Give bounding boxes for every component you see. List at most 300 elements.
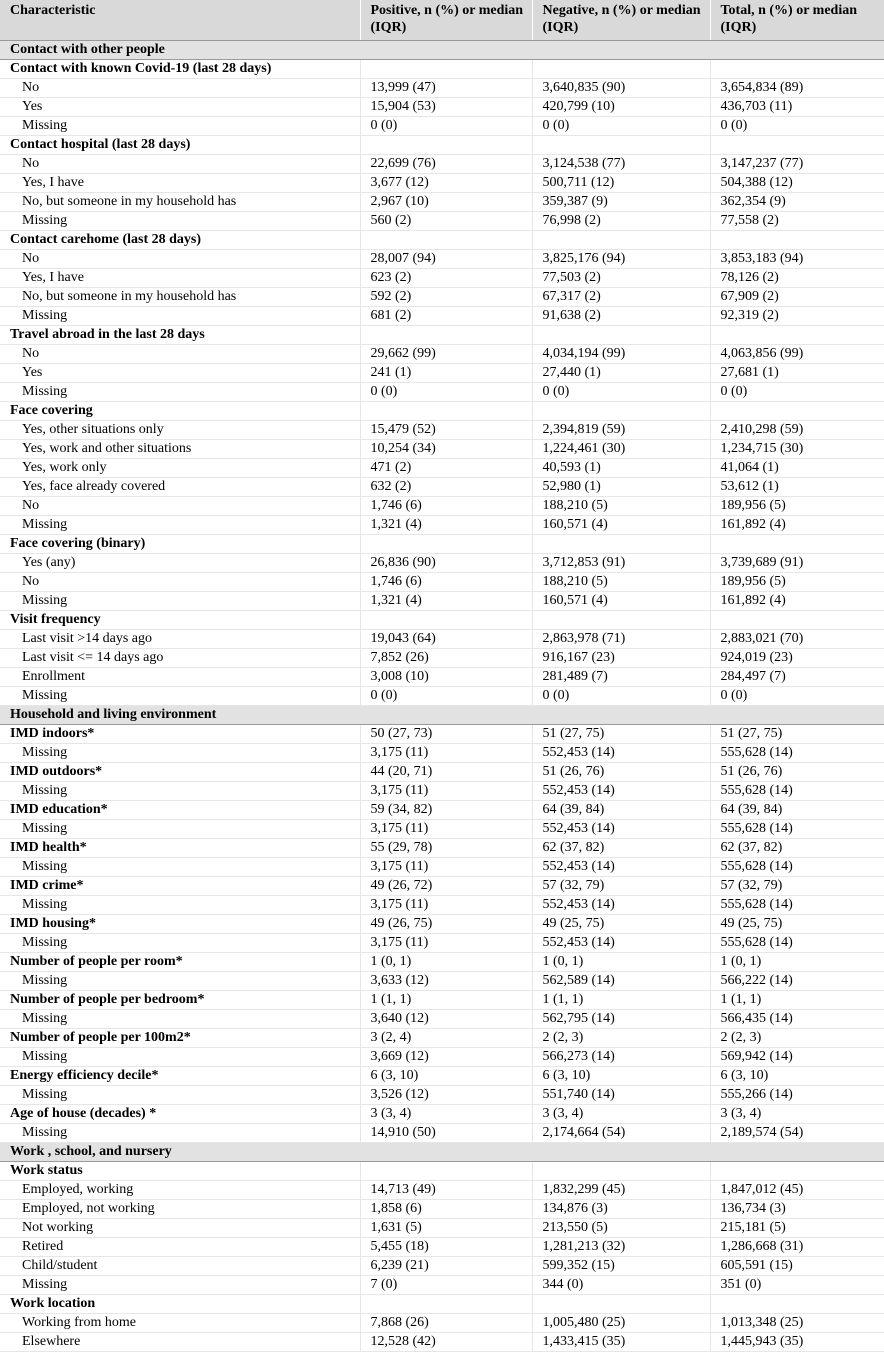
characteristic-cell: Elsewhere — [0, 1333, 360, 1352]
positive-cell: 3,175 (11) — [360, 896, 532, 915]
negative-cell: 40,593 (1) — [532, 459, 710, 478]
positive-cell — [360, 611, 532, 630]
characteristic-cell: No — [0, 497, 360, 516]
characteristic-cell: Missing — [0, 687, 360, 706]
table-row — [0, 687, 884, 706]
table-row — [0, 288, 884, 307]
negative-cell: 51 (26, 76) — [532, 763, 710, 782]
negative-cell — [532, 402, 710, 421]
characteristic-cell: Yes — [0, 364, 360, 383]
negative-cell: 500,711 (12) — [532, 174, 710, 193]
total-cell: 1,445,943 (35) — [710, 1333, 884, 1352]
positive-cell: 15,479 (52) — [360, 421, 532, 440]
table-row — [0, 117, 884, 136]
total-cell: 555,628 (14) — [710, 744, 884, 763]
positive-cell: 3,526 (12) — [360, 1086, 532, 1105]
table-row — [0, 155, 884, 174]
negative-cell: 188,210 (5) — [532, 573, 710, 592]
table-row — [0, 345, 884, 364]
positive-cell: 0 (0) — [360, 687, 532, 706]
total-cell: 1,847,012 (45) — [710, 1181, 884, 1200]
total-cell: 51 (26, 76) — [710, 763, 884, 782]
negative-cell: 1,281,213 (32) — [532, 1238, 710, 1257]
positive-cell — [360, 535, 532, 554]
negative-cell — [532, 231, 710, 250]
negative-cell — [532, 326, 710, 345]
negative-cell: 552,453 (14) — [532, 896, 710, 915]
group-row — [0, 1029, 884, 1048]
positive-cell — [360, 60, 532, 79]
table-row — [0, 1257, 884, 1276]
negative-cell: 562,795 (14) — [532, 1010, 710, 1029]
positive-cell: 3 (2, 4) — [360, 1029, 532, 1048]
total-cell: 3,853,183 (94) — [710, 250, 884, 269]
table-row — [0, 79, 884, 98]
characteristic-cell: Missing — [0, 1010, 360, 1029]
characteristic-cell: Number of people per room* — [0, 953, 360, 972]
total-cell: 67,909 (2) — [710, 288, 884, 307]
positive-cell: 560 (2) — [360, 212, 532, 231]
characteristic-cell: Missing — [0, 782, 360, 801]
positive-cell: 1,746 (6) — [360, 573, 532, 592]
positive-cell: 3,008 (10) — [360, 668, 532, 687]
total-cell: 215,181 (5) — [710, 1219, 884, 1238]
negative-cell: 344 (0) — [532, 1276, 710, 1295]
positive-cell: 49 (26, 75) — [360, 915, 532, 934]
table-row — [0, 934, 884, 953]
positive-cell — [360, 402, 532, 421]
characteristic-cell: Yes (any) — [0, 554, 360, 573]
characteristic-cell: Face covering — [0, 402, 360, 421]
positive-cell — [360, 1162, 532, 1181]
table-row — [0, 896, 884, 915]
positive-cell: 14,713 (49) — [360, 1181, 532, 1200]
table-row — [0, 212, 884, 231]
section-header-row — [0, 41, 884, 60]
negative-cell: 599,352 (15) — [532, 1257, 710, 1276]
total-cell: 555,628 (14) — [710, 896, 884, 915]
positive-cell — [360, 136, 532, 155]
total-cell: 49 (25, 75) — [710, 915, 884, 934]
table-row — [0, 497, 884, 516]
negative-cell: 51 (27, 75) — [532, 725, 710, 744]
negative-cell — [532, 1295, 710, 1314]
table-row — [0, 554, 884, 573]
table-row — [0, 630, 884, 649]
negative-cell — [532, 1162, 710, 1181]
total-cell: 284,497 (7) — [710, 668, 884, 687]
table-row — [0, 307, 884, 326]
group-row — [0, 60, 884, 79]
characteristic-cell: IMD crime* — [0, 877, 360, 896]
negative-cell: 3,712,853 (91) — [532, 554, 710, 573]
characteristic-cell: Missing — [0, 1086, 360, 1105]
table-row — [0, 592, 884, 611]
table-row — [0, 174, 884, 193]
total-cell: 1 (1, 1) — [710, 991, 884, 1010]
negative-cell: 134,876 (3) — [532, 1200, 710, 1219]
total-cell: 1 (0, 1) — [710, 953, 884, 972]
total-cell: 362,354 (9) — [710, 193, 884, 212]
negative-cell: 2,863,978 (71) — [532, 630, 710, 649]
positive-cell — [360, 231, 532, 250]
positive-cell: 12,528 (42) — [360, 1333, 532, 1352]
total-cell: 2,883,021 (70) — [710, 630, 884, 649]
total-cell: 566,222 (14) — [710, 972, 884, 991]
total-cell: 924,019 (23) — [710, 649, 884, 668]
negative-cell: 6 (3, 10) — [532, 1067, 710, 1086]
negative-cell: 281,489 (7) — [532, 668, 710, 687]
characteristic-cell: Work location — [0, 1295, 360, 1314]
positive-cell: 681 (2) — [360, 307, 532, 326]
total-cell: 77,558 (2) — [710, 212, 884, 231]
characteristic-cell: Age of house (decades) * — [0, 1105, 360, 1124]
positive-cell: 1,321 (4) — [360, 516, 532, 535]
table-row — [0, 1314, 884, 1333]
table-row — [0, 98, 884, 117]
negative-cell: 62 (37, 82) — [532, 839, 710, 858]
group-row — [0, 725, 884, 744]
total-cell: 3 (3, 4) — [710, 1105, 884, 1124]
positive-cell: 29,662 (99) — [360, 345, 532, 364]
total-cell: 555,628 (14) — [710, 858, 884, 877]
negative-cell: 76,998 (2) — [532, 212, 710, 231]
characteristic-cell: Missing — [0, 1124, 360, 1143]
total-cell: 92,319 (2) — [710, 307, 884, 326]
characteristic-cell: Missing — [0, 820, 360, 839]
total-cell: 555,266 (14) — [710, 1086, 884, 1105]
characteristic-cell: Yes, other situations only — [0, 421, 360, 440]
group-row — [0, 326, 884, 345]
total-cell: 555,628 (14) — [710, 782, 884, 801]
characteristic-cell: Visit frequency — [0, 611, 360, 630]
positive-cell: 0 (0) — [360, 383, 532, 402]
table-row — [0, 1181, 884, 1200]
positive-cell: 26,836 (90) — [360, 554, 532, 573]
positive-cell: 241 (1) — [360, 364, 532, 383]
negative-cell: 0 (0) — [532, 687, 710, 706]
positive-cell: 7,868 (26) — [360, 1314, 532, 1333]
characteristic-cell: IMD outdoors* — [0, 763, 360, 782]
total-cell: 436,703 (11) — [710, 98, 884, 117]
total-cell: 0 (0) — [710, 117, 884, 136]
positive-cell: 0 (0) — [360, 117, 532, 136]
negative-cell: 160,571 (4) — [532, 516, 710, 535]
total-cell: 605,591 (15) — [710, 1257, 884, 1276]
characteristic-cell: Missing — [0, 516, 360, 535]
negative-cell: 160,571 (4) — [532, 592, 710, 611]
group-row — [0, 839, 884, 858]
total-cell: 1,234,715 (30) — [710, 440, 884, 459]
negative-cell: 562,589 (14) — [532, 972, 710, 991]
table-row — [0, 668, 884, 687]
negative-cell: 77,503 (2) — [532, 269, 710, 288]
negative-cell: 64 (39, 84) — [532, 801, 710, 820]
total-cell: 3,654,834 (89) — [710, 79, 884, 98]
characteristic-cell: No — [0, 250, 360, 269]
group-row — [0, 1067, 884, 1086]
table-row — [0, 782, 884, 801]
table-row — [0, 820, 884, 839]
table-row — [0, 573, 884, 592]
negative-cell: 27,440 (1) — [532, 364, 710, 383]
group-row — [0, 1162, 884, 1181]
characteristic-cell: Missing — [0, 858, 360, 877]
group-row — [0, 763, 884, 782]
table-row — [0, 1238, 884, 1257]
positive-cell: 3,175 (11) — [360, 782, 532, 801]
total-cell — [710, 231, 884, 250]
table-row — [0, 1333, 884, 1352]
section-header-row — [0, 1143, 884, 1162]
positive-cell: 3,669 (12) — [360, 1048, 532, 1067]
characteristic-cell: Number of people per bedroom* — [0, 991, 360, 1010]
characteristic-cell: Working from home — [0, 1314, 360, 1333]
total-cell: 569,942 (14) — [710, 1048, 884, 1067]
characteristic-cell: IMD health* — [0, 839, 360, 858]
positive-cell: 7 (0) — [360, 1276, 532, 1295]
positive-cell — [360, 326, 532, 345]
table-row — [0, 649, 884, 668]
negative-cell: 1 (1, 1) — [532, 991, 710, 1010]
section-header-row — [0, 706, 884, 725]
total-cell: 566,435 (14) — [710, 1010, 884, 1029]
positive-cell: 1,321 (4) — [360, 592, 532, 611]
total-cell: 57 (32, 79) — [710, 877, 884, 896]
table-row — [0, 421, 884, 440]
positive-cell: 3,677 (12) — [360, 174, 532, 193]
negative-cell: 359,387 (9) — [532, 193, 710, 212]
positive-cell: 6,239 (21) — [360, 1257, 532, 1276]
characteristic-cell: Missing — [0, 1048, 360, 1067]
table-row — [0, 364, 884, 383]
total-cell — [710, 535, 884, 554]
negative-cell: 2,394,819 (59) — [532, 421, 710, 440]
negative-cell: 3,640,835 (90) — [532, 79, 710, 98]
negative-cell: 420,799 (10) — [532, 98, 710, 117]
total-cell: 555,628 (14) — [710, 934, 884, 953]
negative-cell: 0 (0) — [532, 383, 710, 402]
negative-cell: 1,832,299 (45) — [532, 1181, 710, 1200]
table-body — [0, 41, 884, 1352]
total-cell — [710, 1162, 884, 1181]
positive-cell: 3,640 (12) — [360, 1010, 532, 1029]
group-row — [0, 402, 884, 421]
total-cell: 189,956 (5) — [710, 497, 884, 516]
negative-cell: 4,034,194 (99) — [532, 345, 710, 364]
total-cell: 6 (3, 10) — [710, 1067, 884, 1086]
negative-cell: 552,453 (14) — [532, 858, 710, 877]
characteristic-cell: Work status — [0, 1162, 360, 1181]
group-row — [0, 801, 884, 820]
positive-cell — [360, 1295, 532, 1314]
characteristic-cell: Number of people per 100m2* — [0, 1029, 360, 1048]
table-row — [0, 858, 884, 877]
total-cell: 1,013,348 (25) — [710, 1314, 884, 1333]
total-cell: 62 (37, 82) — [710, 839, 884, 858]
section-title: Work , school, and nursery — [0, 1143, 884, 1162]
header-row — [0, 0, 884, 41]
table-row — [0, 516, 884, 535]
positive-cell: 632 (2) — [360, 478, 532, 497]
table-row — [0, 440, 884, 459]
positive-cell: 3,633 (12) — [360, 972, 532, 991]
total-cell: 51 (27, 75) — [710, 725, 884, 744]
characteristic-cell: No, but someone in my household has — [0, 288, 360, 307]
characteristic-cell: Retired — [0, 1238, 360, 1257]
header-negative: Negative, n (%) or median (IQR) — [532, 0, 710, 41]
group-row — [0, 915, 884, 934]
negative-cell: 188,210 (5) — [532, 497, 710, 516]
total-cell: 2,189,574 (54) — [710, 1124, 884, 1143]
positive-cell: 3,175 (11) — [360, 820, 532, 839]
positive-cell: 1 (0, 1) — [360, 953, 532, 972]
negative-cell — [532, 535, 710, 554]
total-cell — [710, 611, 884, 630]
negative-cell: 49 (25, 75) — [532, 915, 710, 934]
positive-cell: 2,967 (10) — [360, 193, 532, 212]
characteristic-cell: Face covering (binary) — [0, 535, 360, 554]
positive-cell: 6 (3, 10) — [360, 1067, 532, 1086]
negative-cell: 916,167 (23) — [532, 649, 710, 668]
total-cell: 504,388 (12) — [710, 174, 884, 193]
header-total: Total, n (%) or median (IQR) — [710, 0, 884, 41]
negative-cell: 1,224,461 (30) — [532, 440, 710, 459]
table-row — [0, 1010, 884, 1029]
total-cell: 161,892 (4) — [710, 516, 884, 535]
group-row — [0, 877, 884, 896]
characteristic-cell: Yes, work only — [0, 459, 360, 478]
total-cell: 3,739,689 (91) — [710, 554, 884, 573]
total-cell: 53,612 (1) — [710, 478, 884, 497]
positive-cell: 471 (2) — [360, 459, 532, 478]
total-cell — [710, 402, 884, 421]
positive-cell: 15,904 (53) — [360, 98, 532, 117]
characteristic-cell: No, but someone in my household has — [0, 193, 360, 212]
table-row — [0, 1219, 884, 1238]
total-cell: 4,063,856 (99) — [710, 345, 884, 364]
characteristic-cell: No — [0, 155, 360, 174]
total-cell: 64 (39, 84) — [710, 801, 884, 820]
table-row — [0, 1124, 884, 1143]
total-cell: 78,126 (2) — [710, 269, 884, 288]
section-title: Contact with other people — [0, 41, 884, 60]
negative-cell — [532, 136, 710, 155]
section-title: Household and living environment — [0, 706, 884, 725]
characteristic-cell: Last visit <= 14 days ago — [0, 649, 360, 668]
characteristic-cell: Missing — [0, 383, 360, 402]
total-cell: 189,956 (5) — [710, 573, 884, 592]
characteristic-cell: Yes, I have — [0, 174, 360, 193]
positive-cell: 28,007 (94) — [360, 250, 532, 269]
characteristic-cell: Employed, working — [0, 1181, 360, 1200]
negative-cell: 3,124,538 (77) — [532, 155, 710, 174]
positive-cell: 1,631 (5) — [360, 1219, 532, 1238]
group-row — [0, 611, 884, 630]
negative-cell: 566,273 (14) — [532, 1048, 710, 1067]
total-cell: 2 (2, 3) — [710, 1029, 884, 1048]
characteristic-cell: No — [0, 573, 360, 592]
group-row — [0, 535, 884, 554]
total-cell — [710, 1295, 884, 1314]
positive-cell: 623 (2) — [360, 269, 532, 288]
table-row — [0, 1048, 884, 1067]
negative-cell: 552,453 (14) — [532, 782, 710, 801]
table-row — [0, 269, 884, 288]
characteristic-cell: Missing — [0, 592, 360, 611]
positive-cell: 3,175 (11) — [360, 934, 532, 953]
table-row — [0, 459, 884, 478]
table-header — [0, 0, 884, 41]
characteristic-cell: Yes — [0, 98, 360, 117]
positive-cell: 14,910 (50) — [360, 1124, 532, 1143]
total-cell: 555,628 (14) — [710, 820, 884, 839]
group-row — [0, 231, 884, 250]
positive-cell: 55 (29, 78) — [360, 839, 532, 858]
group-row — [0, 136, 884, 155]
characteristic-cell: Yes, work and other situations — [0, 440, 360, 459]
group-row — [0, 991, 884, 1010]
total-cell — [710, 60, 884, 79]
negative-cell: 2 (2, 3) — [532, 1029, 710, 1048]
total-cell: 0 (0) — [710, 383, 884, 402]
positive-cell: 592 (2) — [360, 288, 532, 307]
group-row — [0, 1295, 884, 1314]
negative-cell: 57 (32, 79) — [532, 877, 710, 896]
characteristic-cell: Last visit >14 days ago — [0, 630, 360, 649]
characteristic-cell: Child/student — [0, 1257, 360, 1276]
total-cell: 351 (0) — [710, 1276, 884, 1295]
table-row — [0, 1086, 884, 1105]
negative-cell: 552,453 (14) — [532, 820, 710, 839]
characteristic-cell: Missing — [0, 744, 360, 763]
negative-cell — [532, 611, 710, 630]
positive-cell: 3 (3, 4) — [360, 1105, 532, 1124]
positive-cell: 10,254 (34) — [360, 440, 532, 459]
characteristic-cell: IMD indoors* — [0, 725, 360, 744]
positive-cell: 1 (1, 1) — [360, 991, 532, 1010]
positive-cell: 5,455 (18) — [360, 1238, 532, 1257]
positive-cell: 1,746 (6) — [360, 497, 532, 516]
total-cell: 1,286,668 (31) — [710, 1238, 884, 1257]
characteristic-cell: Missing — [0, 1276, 360, 1295]
negative-cell: 3 (3, 4) — [532, 1105, 710, 1124]
table-row — [0, 972, 884, 991]
total-cell: 3,147,237 (77) — [710, 155, 884, 174]
characteristic-cell: Not working — [0, 1219, 360, 1238]
total-cell: 2,410,298 (59) — [710, 421, 884, 440]
positive-cell: 49 (26, 72) — [360, 877, 532, 896]
total-cell — [710, 326, 884, 345]
table-row — [0, 193, 884, 212]
table-row — [0, 383, 884, 402]
characteristic-cell: Energy efficiency decile* — [0, 1067, 360, 1086]
positive-cell: 3,175 (11) — [360, 744, 532, 763]
characteristic-cell: Missing — [0, 212, 360, 231]
total-cell: 161,892 (4) — [710, 592, 884, 611]
characteristic-cell: Missing — [0, 934, 360, 953]
negative-cell: 1,005,480 (25) — [532, 1314, 710, 1333]
negative-cell: 213,550 (5) — [532, 1219, 710, 1238]
negative-cell: 552,453 (14) — [532, 744, 710, 763]
characteristic-cell: Yes, face already covered — [0, 478, 360, 497]
negative-cell: 91,638 (2) — [532, 307, 710, 326]
total-cell — [710, 136, 884, 155]
negative-cell: 1 (0, 1) — [532, 953, 710, 972]
characteristic-cell: No — [0, 345, 360, 364]
negative-cell: 2,174,664 (54) — [532, 1124, 710, 1143]
negative-cell: 3,825,176 (94) — [532, 250, 710, 269]
